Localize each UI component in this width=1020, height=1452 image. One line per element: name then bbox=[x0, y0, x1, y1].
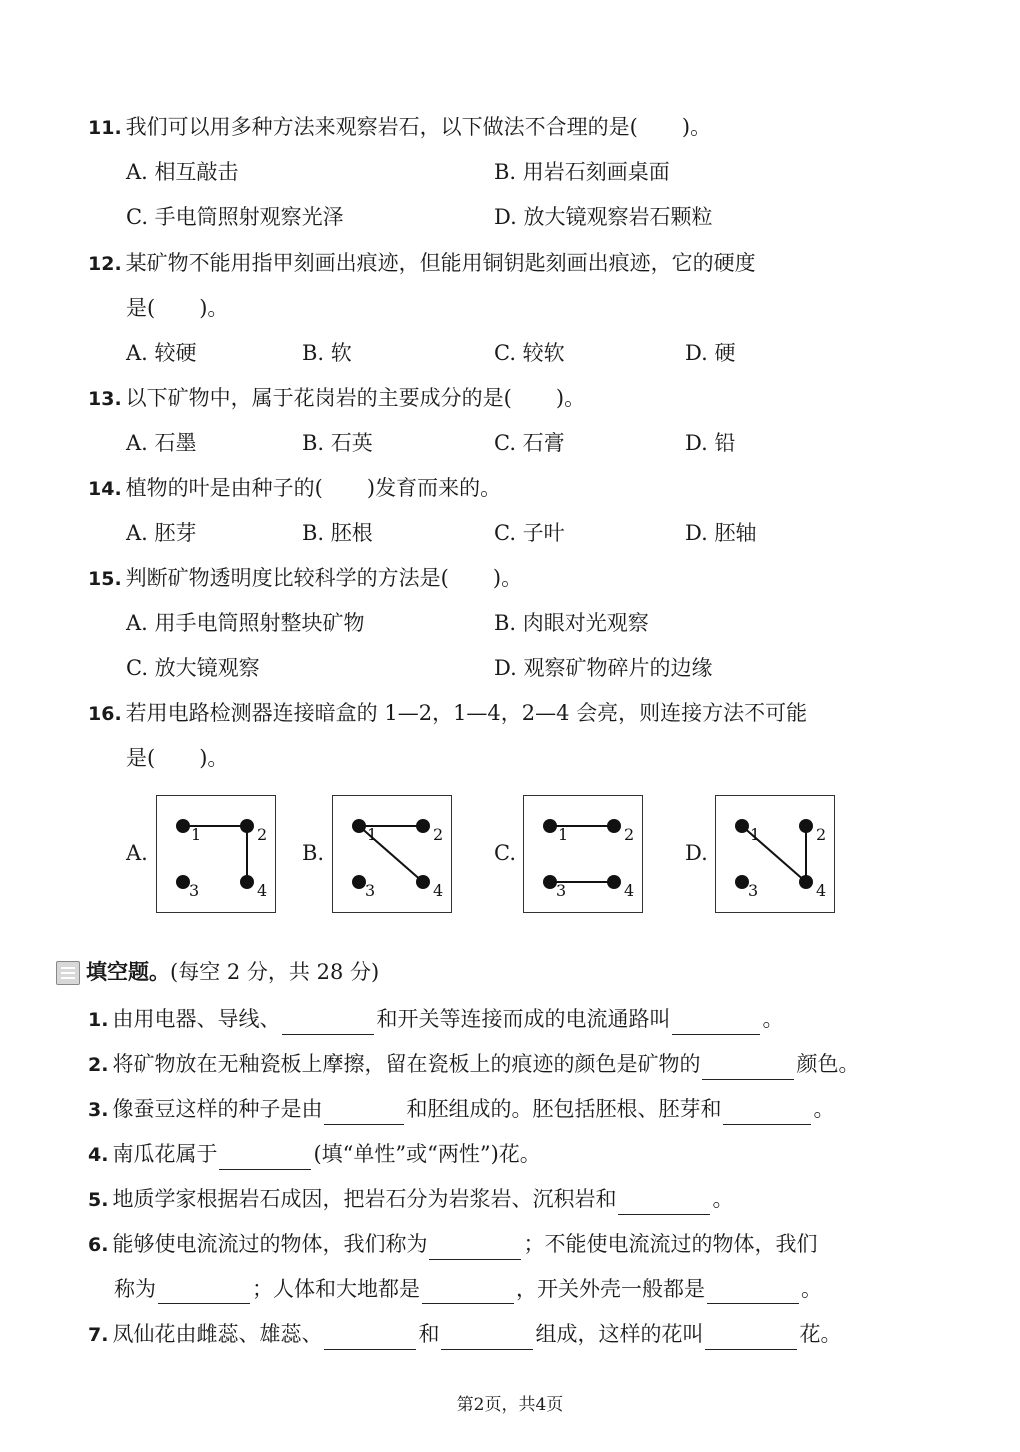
terminal-label: 3 bbox=[189, 881, 200, 900]
q12-option-c: C. 较软 bbox=[494, 341, 565, 365]
q12-stem: 12. 某矿物不能用指甲刻画出痕迹，但能用铜钥匙刻画出痕迹，它的硬度 bbox=[88, 251, 756, 275]
q16-diagram-d bbox=[715, 795, 835, 913]
q14-option-b: B. 胚根 bbox=[302, 521, 373, 545]
blank[interactable] bbox=[705, 1325, 797, 1350]
q14-stem: 14. 植物的叶是由种子的( )发育而来的。 bbox=[88, 476, 502, 500]
q14-option-c: C. 子叶 bbox=[494, 521, 565, 545]
q12-option-a: A. 较硬 bbox=[126, 341, 197, 365]
q13-option-d: D. 铅 bbox=[685, 431, 736, 455]
q15-option-b: B. 肉眼对光观察 bbox=[494, 611, 649, 635]
terminal-dot bbox=[799, 875, 813, 889]
terminal-label: 3 bbox=[748, 881, 759, 900]
terminal-label: 4 bbox=[433, 881, 444, 900]
q16-stem-cont: 是( )。 bbox=[126, 746, 229, 770]
blank[interactable] bbox=[422, 1279, 514, 1304]
q16-stem: 16. 若用电路检测器连接暗盒的 1—2，1—4，2—4 会亮，则连接方法不可能 bbox=[88, 701, 808, 725]
fill-item-7: 7. 凤仙花由雌蕊、雄蕊、 和 组成，这样的花叫 花。 bbox=[88, 1319, 841, 1350]
terminal-dot bbox=[176, 819, 190, 833]
page-footer: 第2页，共4页 bbox=[456, 1395, 564, 1415]
fill-item-3: 3. 像蚕豆这样的种子是由 和胚组成的。胚包括胚根、胚芽和 。 bbox=[88, 1094, 834, 1125]
terminal-dot bbox=[416, 875, 430, 889]
q15-option-c: C. 放大镜观察 bbox=[126, 656, 260, 680]
fill-item-4: 4. 南瓜花属于 (填“单性”或“两性”)花。 bbox=[88, 1139, 541, 1170]
q13-option-c: C. 石膏 bbox=[494, 431, 565, 455]
section-number-icon bbox=[56, 961, 80, 985]
blank[interactable] bbox=[429, 1235, 521, 1260]
q12-option-b: B. 软 bbox=[302, 341, 352, 365]
section-3-header: 填空题。(每空 2 分，共 28 分) bbox=[86, 960, 380, 984]
q16-diagram-a bbox=[156, 795, 276, 913]
blank[interactable] bbox=[219, 1145, 311, 1170]
terminal-dot bbox=[416, 819, 430, 833]
terminal-dot bbox=[240, 819, 254, 833]
terminal-dot bbox=[543, 819, 557, 833]
fill-item-1: 1. 由用电器、导线、 和开关等连接而成的电流通路叫 。 bbox=[88, 1004, 783, 1035]
blank[interactable] bbox=[324, 1325, 416, 1350]
blank[interactable] bbox=[282, 1010, 374, 1035]
q15-option-d: D. 观察矿物碎片的边缘 bbox=[494, 656, 713, 680]
fill-item-6: 6. 能够使电流流过的物体，我们称为 ；不能使电流流过的物体，我们 bbox=[88, 1229, 817, 1260]
blank[interactable] bbox=[441, 1325, 533, 1350]
q16-option-d-label: D. bbox=[685, 841, 708, 865]
terminal-label: 4 bbox=[816, 881, 827, 900]
terminal-label: 2 bbox=[257, 825, 268, 844]
q14-option-d: D. 胚轴 bbox=[685, 521, 757, 545]
q16-option-c-label: C. bbox=[494, 841, 516, 865]
terminal-label: 1 bbox=[367, 825, 378, 844]
blank[interactable] bbox=[723, 1100, 811, 1125]
q16-diagram-c bbox=[523, 795, 643, 913]
terminal-dot bbox=[543, 875, 557, 889]
terminal-label: 1 bbox=[750, 825, 761, 844]
q13-option-a: A. 石墨 bbox=[126, 431, 197, 455]
q13-option-b: B. 石英 bbox=[302, 431, 373, 455]
terminal-dot bbox=[735, 819, 749, 833]
terminal-dot bbox=[799, 819, 813, 833]
blank[interactable] bbox=[618, 1190, 710, 1215]
blank[interactable] bbox=[324, 1100, 404, 1125]
q11-option-a: A. 相互敲击 bbox=[126, 160, 239, 184]
terminal-dot bbox=[735, 875, 749, 889]
fill-item-6-cont: 称为 ；人体和大地都是 ，开关外壳一般都是 。 bbox=[114, 1274, 822, 1304]
terminal-dot bbox=[176, 875, 190, 889]
q16-diagram-b bbox=[332, 795, 452, 913]
terminal-label: 4 bbox=[624, 881, 635, 900]
terminal-label: 2 bbox=[624, 825, 635, 844]
terminal-label: 4 bbox=[257, 881, 268, 900]
q11-option-d: D. 放大镜观察岩石颗粒 bbox=[494, 205, 713, 229]
blank[interactable] bbox=[707, 1279, 799, 1304]
q14-option-a: A. 胚芽 bbox=[126, 521, 197, 545]
terminal-dot bbox=[352, 875, 366, 889]
terminal-dot bbox=[607, 819, 621, 833]
q16-option-a-label: A. bbox=[126, 841, 148, 865]
terminal-dot bbox=[607, 875, 621, 889]
blank[interactable] bbox=[702, 1055, 794, 1080]
q11-stem: 11. 我们可以用多种方法来观察岩石，以下做法不合理的是( )。 bbox=[88, 115, 712, 139]
terminal-dot bbox=[240, 875, 254, 889]
terminal-label: 1 bbox=[558, 825, 569, 844]
q15-option-a: A. 用手电筒照射整块矿物 bbox=[126, 611, 365, 635]
terminal-label: 3 bbox=[365, 881, 376, 900]
q12-option-d: D. 硬 bbox=[685, 341, 736, 365]
q13-stem: 13. 以下矿物中，属于花岗岩的主要成分的是( )。 bbox=[88, 386, 586, 410]
terminal-label: 2 bbox=[816, 825, 827, 844]
blank[interactable] bbox=[672, 1010, 760, 1035]
q12-stem-cont: 是( )。 bbox=[126, 296, 229, 320]
terminal-label: 1 bbox=[191, 825, 202, 844]
q11-option-b: B. 用岩石刻画桌面 bbox=[494, 160, 670, 184]
terminal-label: 3 bbox=[556, 881, 567, 900]
fill-item-2: 2. 将矿物放在无釉瓷板上摩擦，留在瓷板上的痕迹的颜色是矿物的 颜色。 bbox=[88, 1049, 859, 1080]
fill-item-5: 5. 地质学家根据岩石成因，把岩石分为岩浆岩、沉积岩和 。 bbox=[88, 1184, 733, 1215]
q16-option-b-label: B. bbox=[302, 841, 325, 865]
q11-option-c: C. 手电筒照射观察光泽 bbox=[126, 205, 344, 229]
terminal-label: 2 bbox=[433, 825, 444, 844]
blank[interactable] bbox=[158, 1279, 250, 1304]
terminal-dot bbox=[352, 819, 366, 833]
q15-stem: 15. 判断矿物透明度比较科学的方法是( )。 bbox=[88, 566, 523, 590]
